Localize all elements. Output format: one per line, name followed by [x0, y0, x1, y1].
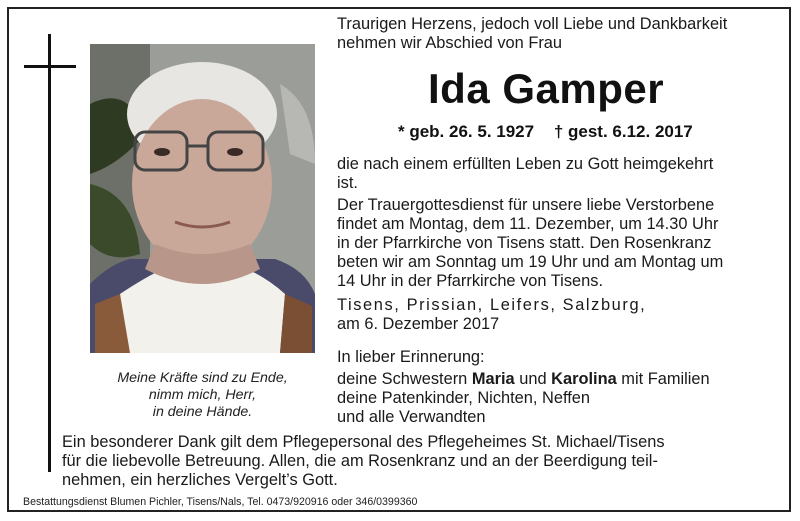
paragraph1-line-1: die nach einem erfüllten Leben zu Gott heimgekehrt — [337, 155, 714, 173]
caption-line-1: Meine Kräfte sind zu Ende, — [117, 370, 288, 386]
paragraph2-line-2: findet am Montag, dem 11. Dezember, um 14.30 Uhr — [337, 215, 719, 233]
intro-line-1: Traurigen Herzens, jedoch voll Liebe und Dankbarkeit — [337, 15, 728, 33]
sister-name-2: Karolina — [551, 370, 617, 388]
life-dates — [398, 122, 693, 142]
paragraph2-line-1: Der Trauergottesdienst für unsere liebe Verstorbene — [337, 196, 715, 214]
intro-line-2: nehmen wir Abschied von Frau — [337, 34, 563, 52]
paragraph2-line-5: 14 Uhr in der Pfarrkirche von Tisens. — [337, 272, 604, 290]
death-date: † gest. 6.12. 2017 — [553, 122, 693, 141]
thanks-line-2: für die liebevolle Betreuung. Allen, die am Rosenkranz und an der Beerdigung teil- — [62, 452, 658, 470]
portrait-photo — [90, 44, 315, 353]
caption-line-3: in deine Hände. — [152, 404, 253, 420]
birth-date: * geb. 26. 5. 1927 — [398, 122, 535, 141]
paragraph1-line-2: ist. — [337, 174, 358, 192]
sisters-prefix: deine Schwestern — [337, 370, 472, 388]
paragraph2-line-3: in der Pfarrkirche von Tisens statt. Den Rosenkranz — [337, 234, 712, 252]
funeral-service-footer: Bestattungsdienst Blumen Pichler, Tisens/Nals, Tel. 0473/920916 oder 346/0399360 — [23, 496, 418, 508]
mourners-line-3: und alle Verwandten — [337, 408, 486, 426]
caption-line-2: nimm mich, Herr, — [148, 387, 257, 403]
mourners-line-1 — [337, 370, 710, 389]
mourners-line-2: deine Patenkinder, Nichten, Neffen — [337, 389, 591, 407]
sisters-suffix: mit Familien — [616, 370, 710, 388]
caption — [90, 370, 315, 421]
paragraph2-line-4: beten wir am Sonntag um 19 Uhr und am Montag um — [337, 253, 724, 271]
deceased-name: Ida Gamper — [428, 65, 665, 112]
cross-icon-bar — [24, 65, 76, 68]
portrait-illustration — [90, 44, 315, 353]
thanks-line-1: Ein besonderer Dank gilt dem Pflegepersonal des Pflegeheimes St. Michael/Tisens — [62, 433, 665, 451]
date-line: am 6. Dezember 2017 — [337, 315, 500, 333]
mourners-heading: In lieber Erinnerung: — [337, 348, 485, 366]
and-word: und — [514, 370, 552, 388]
sister-name-1: Maria — [471, 370, 515, 388]
thanks-line-3: nehmen, ein herzliches Vergelt’s Gott. — [62, 471, 338, 489]
place-line: Tisens, Prissian, Leifers, Salzburg, — [337, 296, 647, 314]
cross-icon — [48, 34, 51, 472]
